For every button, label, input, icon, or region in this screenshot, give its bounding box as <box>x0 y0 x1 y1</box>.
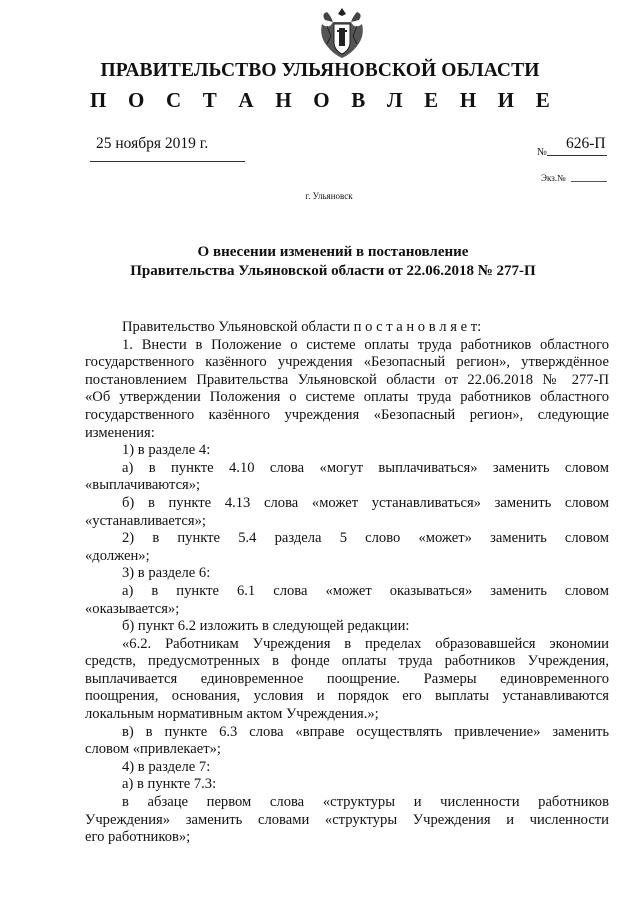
body-line: Правительство Ульяновской области п о с т а н о в л я е т: <box>122 319 482 335</box>
body-line: «устанавливается»; <box>85 512 206 529</box>
body-line: постановлением Правительства Ульяновской области от 22.06.2018 № 277-П <box>85 371 609 388</box>
body-line: «выплачиваются»; <box>85 477 201 494</box>
body-line: а) в пункте 4.10 слова «могут выплачиваться» заменить словом <box>122 459 609 476</box>
body-line: 3) в разделе 6: <box>122 565 211 582</box>
city: г. Ульяновск <box>305 191 353 201</box>
body-line: средств, предусмотренных в фонде оплаты труда работников Учреждения, <box>85 653 609 670</box>
body-line: поощрения, основания, условия и порядок его выплаты устанавливаются <box>85 688 609 705</box>
body-line: словом «привлекает»; <box>85 741 221 758</box>
body-line: государственного казённого учреждения «Безопасный регион», утверждённое <box>85 354 609 371</box>
document-body <box>85 319 609 847</box>
body-line: «оказывается»; <box>85 600 180 617</box>
body-line: 1. Внести в Положение о системе оплаты труда работников областного <box>122 336 609 353</box>
body-line: б) пункт 6.2 изложить в следующей редакции: <box>122 618 410 635</box>
body-line: «должен»; <box>85 547 150 564</box>
coat-of-arms-icon <box>319 6 365 60</box>
body-line: изменения: <box>85 424 155 441</box>
title-line: Правительства Ульяновской области от 22.06.2018 № 277-П <box>130 263 536 279</box>
document-date: 25 ноября 2019 г. <box>96 135 209 152</box>
body-line: в абзаце первом слова «структуры и численности работников <box>122 794 609 811</box>
body-line: в) в пункте 6.3 слова «вправе осуществлять привлечение» заменить <box>122 723 609 740</box>
number-underline <box>547 155 607 156</box>
title-line: О внесении изменений в постановление <box>197 244 469 260</box>
document-number: 626-П <box>566 135 606 152</box>
body-line: Учреждения» заменить словами «структуры Учреждения и численности <box>85 811 609 828</box>
copy-underline <box>571 181 607 182</box>
body-line: 1) в разделе 4: <box>122 442 211 459</box>
body-line: 4) в разделе 7: <box>122 758 211 775</box>
body-line: а) в пункте 7.3: <box>122 776 217 793</box>
copy-label: Экз.№ <box>541 173 566 183</box>
body-line: локальным нормативным актом Учреждения.»; <box>85 706 379 723</box>
body-line: «6.2. Работникам Учреждения в пределах образовавшейся экономии <box>122 635 609 652</box>
body-line: государственного казённого учреждения «Безопасный регион», следующие <box>85 406 609 423</box>
body-line: б) в пункте 4.13 слова «может устанавливаться» заменить словом <box>122 494 609 511</box>
body-line: выплачивается единовременное поощрение. Размеры единовременного <box>85 670 609 687</box>
body-line: его работников»; <box>85 829 191 846</box>
organization-name: ПРАВИТЕЛЬСТВО УЛЬЯНОВСКОЙ ОБЛАСТИ <box>100 60 540 81</box>
body-line: а) в пункте 6.1 слова «может оказываться» заменить словом <box>122 582 609 599</box>
body-line: 2) в пункте 5.4 раздела 5 слово «может» заменить словом <box>122 530 609 547</box>
document-title <box>0 243 640 281</box>
date-underline <box>90 161 245 162</box>
body-line: «Об утверждении Положения о системе оплаты труда работников областного <box>85 389 609 406</box>
number-sign: № <box>537 147 548 158</box>
document-type: П О С Т А Н О В Л Е Н И Е <box>89 88 558 112</box>
